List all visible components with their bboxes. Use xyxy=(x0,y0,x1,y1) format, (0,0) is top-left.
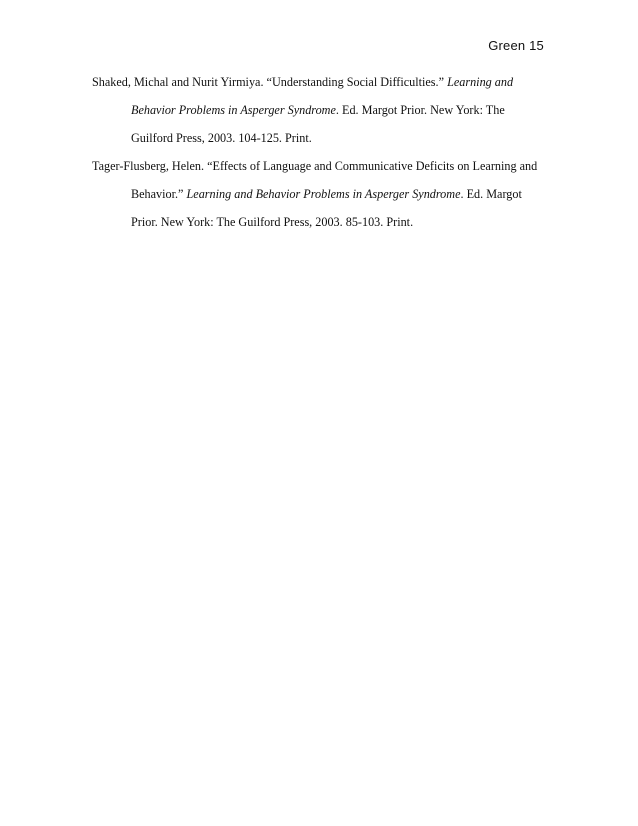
running-head: Green 15 xyxy=(488,38,544,53)
citation-entry xyxy=(92,68,547,152)
citation-title: “Effects of Language and Communicative Deficits on Learning and Behavior.” xyxy=(131,159,538,201)
citation-authors: Tager-Flusberg, Helen. xyxy=(92,159,205,173)
citation-container: Learning and Behavior Problems in Asperger Syndrome xyxy=(186,187,461,201)
citation-container: Learning and Behavior Problems in Asperger Syndrome xyxy=(131,75,514,117)
citation-publication: . Ed. Margot Prior. New York: The Guilford Press, 2003. 104-125. Print. xyxy=(131,103,505,145)
citation-title: “Understanding Social Difficulties.” xyxy=(266,75,445,89)
citation-authors: Shaked, Michal and Nurit Yirmiya. xyxy=(92,75,264,89)
citation-publication: . Ed. Margot Prior. New York: The Guilford Press, 2003. 85-103. Print. xyxy=(131,187,522,229)
citation-entry xyxy=(92,152,547,236)
works-cited-list xyxy=(92,68,547,236)
page-header xyxy=(488,38,544,53)
